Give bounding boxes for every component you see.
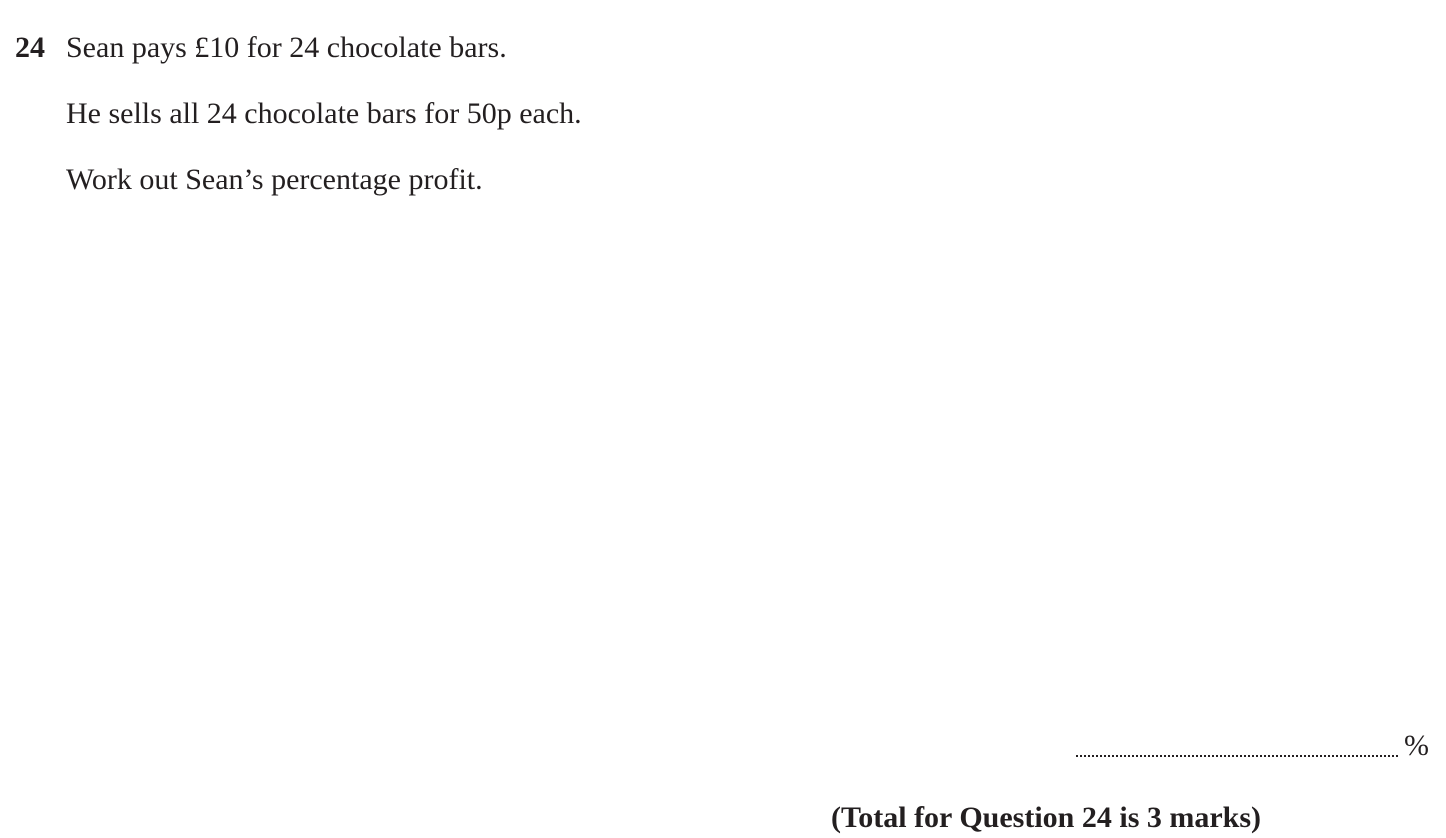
question-line-2: He sells all 24 chocolate bars for 50p each. — [66, 97, 582, 130]
answer-row — [1076, 726, 1436, 766]
question-line-3: Work out Sean’s percentage profit. — [66, 163, 483, 196]
total-marks: (Total for Question 24 is 3 marks) — [831, 801, 1262, 834]
question-line-1: Sean pays £10 for 24 chocolate bars. — [66, 31, 507, 64]
question-number: 24 — [15, 31, 45, 64]
answer-line[interactable] — [1076, 755, 1398, 757]
answer-unit: % — [1404, 729, 1429, 762]
